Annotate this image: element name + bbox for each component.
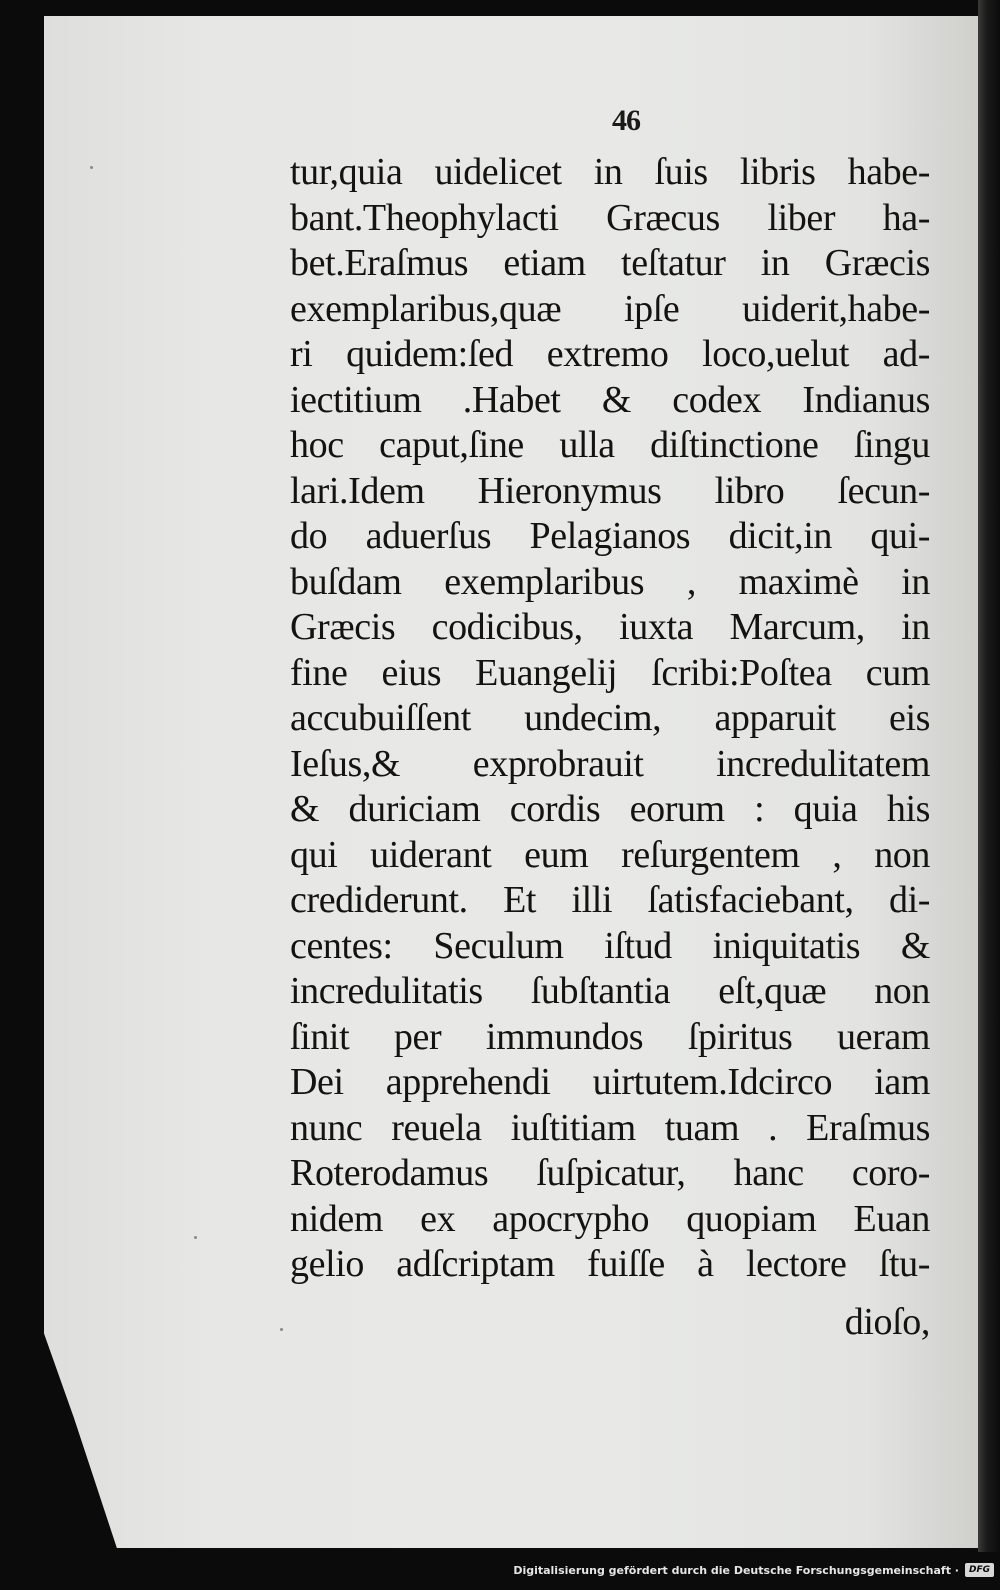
text-line: Roterodamus ſuſpicatur, hanc coro- [290, 1152, 930, 1194]
text-line: buſdam exemplaribus , maximè in [290, 560, 930, 603]
text-line: incredulitatis ſubſtantia eſt,quæ non [290, 970, 930, 1012]
footer-credit: Digitalisierung gefördert durch die Deutsche Forschungsgemeinschaft · [513, 1563, 959, 1577]
text-line: gelio adſcriptam fuiſſe à lectore ſtu- [290, 1243, 930, 1285]
text-line: exemplaribus,quæ ipſe uiderit,habe- [290, 287, 930, 330]
catchword: dioſo, [844, 1300, 930, 1343]
text-line: ri quidem:ſed extremo loco,uelut ad- [290, 333, 930, 375]
book-gutter-edge [978, 0, 1000, 1552]
text-line: qui uiderant eum reſurgentem , non [290, 833, 930, 876]
text-line: accubuiſſent undecim, apparuit eis [290, 697, 930, 739]
text-line: iectitium .Habet & codex Indianus [290, 378, 930, 421]
text-line: hoc caput,ſine ulla diſtinctione ſingu [290, 424, 930, 466]
text-line: bant.Theophylacti Græcus liber ha- [290, 196, 930, 239]
text-line: crediderunt. Et illi ſatisfaciebant, di- [290, 879, 930, 921]
text-line: Dei apprehendi uirtutem.Idcirco iam [290, 1061, 930, 1103]
dfg-logo-icon: DFG [965, 1563, 994, 1577]
text-line: bet.Eraſmus etiam teſtatur in Græcis [290, 242, 930, 284]
text-line: do aduerſus Pelagianos dicit,in qui- [290, 515, 930, 557]
digitization-footer [513, 1556, 994, 1584]
text-line: lari.Idem Hieronymus libro ſecun- [290, 469, 930, 512]
text-line: nidem ex apocrypho quopiam Euan [290, 1197, 930, 1240]
text-line: fine eius Euangelij ſcribi:Poſtea cum [290, 651, 930, 694]
text-line: nunc reuela iuſtitiam tuam . Eraſmus [290, 1106, 930, 1149]
text-line: Ieſus,& exprobrauit incredulitatem [290, 742, 930, 785]
paper-speck [280, 1328, 283, 1331]
text-block [290, 150, 930, 1345]
text-line: & duriciam cordis eorum : quia his [290, 788, 930, 830]
page-number: 46 [612, 104, 640, 137]
text-line: Græcis codicibus, iuxta Marcum, in [290, 606, 930, 648]
paper-speck [90, 166, 93, 169]
text-line: ſinit per immundos ſpiritus ueram [290, 1015, 930, 1058]
text-line: centes: Seculum iſtud iniquitatis & [290, 924, 930, 967]
text-line: tur,quia uidelicet in ſuis libris habe- [290, 151, 930, 193]
paper-speck [194, 1236, 197, 1239]
